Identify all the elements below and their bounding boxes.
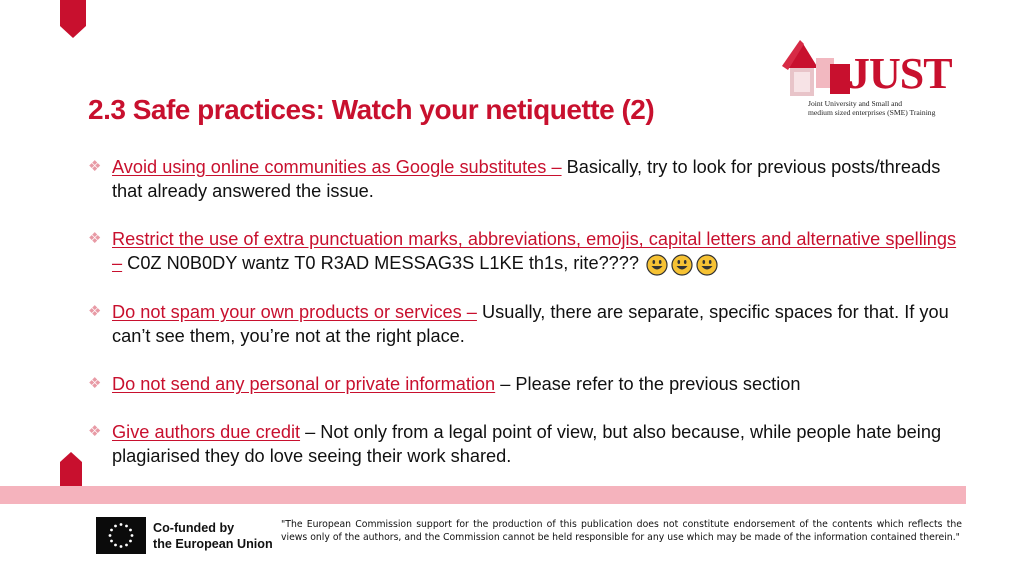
bullet-text [112, 420, 968, 468]
list-item [88, 372, 968, 396]
bullet-lead: Give authors due credit [112, 422, 301, 443]
bottom-ribbon-decoration [60, 452, 82, 486]
diamond-bullet-icon: ❖ [88, 423, 102, 441]
bullet-body: – Please refer to the previous section [495, 374, 801, 395]
list-item [88, 300, 968, 348]
list-item [88, 420, 968, 468]
bullet-text [112, 372, 968, 396]
bullet-lead: Avoid using online communities as Google substitutes – [112, 157, 562, 177]
top-ribbon-decoration [60, 0, 86, 38]
smiley-emoji-icon [671, 254, 693, 276]
house-logo-icon [780, 38, 856, 108]
smiley-emoji-icon [646, 254, 668, 276]
bullet-text [112, 300, 968, 348]
bullet-body: Usually, there are separate, specific spaces for that. If you can’t see them, you’re not at the right place. [112, 302, 949, 347]
diamond-bullet-icon: ❖ [88, 230, 102, 247]
diamond-bullet-icon: ❖ [88, 303, 102, 321]
diamond-bullet-icon: ❖ [88, 158, 102, 175]
eu-cofunded-label [153, 520, 273, 552]
logo-wordmark: JUST [848, 49, 952, 98]
bullet-text [112, 227, 968, 276]
list-item [88, 227, 968, 276]
eu-disclaimer: "The European Commission support for the production of this publication does not constitute endorsement of the contents which reflects the views only of the authors, and the Commission cannot be held responsible for any use which may be made of the information contained therein." [281, 519, 962, 543]
logo-subtitle-line1: Joint University and Small and [808, 99, 903, 108]
footer-band [0, 486, 966, 504]
bullet-text [112, 155, 968, 203]
emoji-row [643, 252, 718, 276]
bullet-body: Basically, try to look for previous posts/threads that already answered the issue. [112, 157, 941, 201]
page-title: 2.3 Safe practices: Watch your netiquette (2) [88, 94, 655, 125]
bullet-body: – Not only from a legal point of view, but also because, while people hate being plagiarised they do love seeing their work shared. [112, 422, 942, 467]
bullet-lead: Do not send any personal or private information [112, 374, 496, 395]
eu-label-line2: the European Union [153, 537, 273, 551]
bullet-list [88, 155, 968, 492]
bullet-lead: Restrict the use of extra punctuation marks, abbreviations, emojis, capital letters and alternative spellings – [112, 229, 957, 273]
smiley-emoji-icon [696, 254, 718, 276]
bullet-lead: Do not spam your own products or services – [112, 302, 477, 323]
logo-subtitle [808, 99, 968, 117]
list-item [88, 155, 968, 203]
diamond-bullet-icon: ❖ [88, 375, 102, 393]
eu-label-line1: Co-funded by [153, 521, 235, 535]
bullet-body: C0Z N0B0DY wantz T0 R3AD MESSAG3S L1KE th1s, rite???? [122, 253, 640, 273]
eu-flag-icon [96, 517, 146, 554]
logo-subtitle-line2: medium sized enterprises (SME) Training [808, 108, 936, 117]
